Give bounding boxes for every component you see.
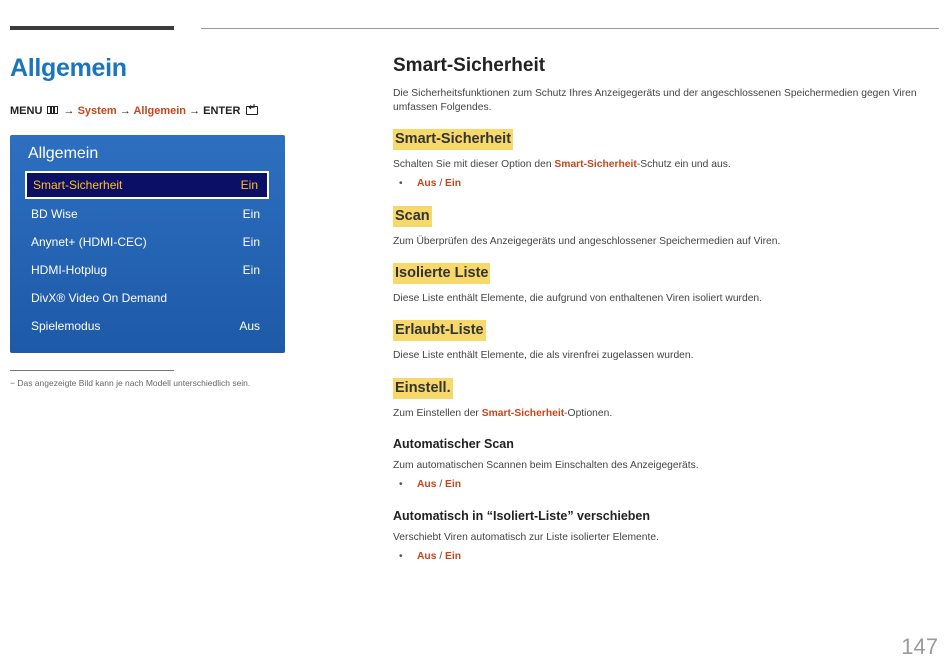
bullet-icon: • xyxy=(399,479,403,490)
menu-label: MENU xyxy=(10,105,43,117)
arrow-icon: → xyxy=(63,105,75,117)
page-number: 147 xyxy=(901,634,938,656)
footnote: − Das angezeigte Bild kann je nach Modell unterschiedlich sein. xyxy=(10,378,251,388)
menu-item-value: Ein xyxy=(242,235,260,249)
heading-einstell: Einstell. xyxy=(393,378,453,399)
menu-item-value: Ein xyxy=(242,207,260,221)
header-rule-thick xyxy=(10,26,174,30)
smart-description: Schalten Sie mit dieser Option den Smart-Sicherheit-Schutz ein und aus. xyxy=(393,159,731,170)
section-title: Smart-Sicherheit xyxy=(393,55,546,76)
enter-icon xyxy=(246,106,258,115)
auto-move-description: Verschiebt Viren automatisch zur Liste isolierter Elemente. xyxy=(393,532,659,543)
settings-description: Zum Einstellen der Smart-Sicherheit-Optionen. xyxy=(393,408,613,419)
page-title: Allgemein xyxy=(10,54,127,82)
menu-item-label: DivX® Video On Demand xyxy=(31,291,168,305)
panel-title: Allgemein xyxy=(28,145,99,162)
menu-item-label: HDMI-Hotplug xyxy=(31,263,108,277)
menu-item-label: Anynet+ (HDMI-CEC) xyxy=(31,235,147,249)
menu-item-smart-sicherheit[interactable] xyxy=(25,171,269,199)
header-rule-thin xyxy=(201,28,939,29)
menu-item-anynet[interactable] xyxy=(25,228,269,256)
breadcrumb xyxy=(10,105,258,117)
menu-item-label: BD Wise xyxy=(31,207,78,221)
smart-options: • Aus / Ein xyxy=(399,178,462,189)
menu-item-label: Spielemodus xyxy=(31,319,101,333)
arrow-icon: → xyxy=(119,105,131,117)
menu-item-value: Ein xyxy=(242,263,260,277)
menu-icon xyxy=(47,106,58,114)
footnote-rule xyxy=(10,370,174,371)
menu-item-hdmi-hotplug[interactable] xyxy=(25,256,269,284)
bullet-icon: • xyxy=(399,551,403,562)
menu-item-divx-vod[interactable] xyxy=(25,284,269,312)
allowed-description: Diese Liste enthält Elemente, die als virenfrei zugelassen wurden. xyxy=(393,350,694,361)
subheading-auto-scan: Automatischer Scan xyxy=(393,437,514,451)
isolated-description: Diese Liste enthält Elemente, die aufgrund von enthaltenen Viren isoliert wurden. xyxy=(393,293,763,304)
osd-menu-panel xyxy=(10,135,285,353)
bullet-icon: • xyxy=(399,178,403,189)
subheading-auto-move: Automatisch in “Isoliert-Liste” verschieben xyxy=(393,509,651,523)
breadcrumb-allgemein: Allgemein xyxy=(133,105,187,117)
intro-text: Die Sicherheitsfunktionen zum Schutz Ihres Anzeigegeräts und der angeschlossenen Speichermedien gegen Viren umfassen Folgendes. xyxy=(393,88,917,113)
heading-smart-sicherheit: Smart-Sicherheit xyxy=(393,129,513,150)
menu-item-value: Aus xyxy=(239,319,260,333)
menu-item-bd-wise[interactable] xyxy=(25,200,269,228)
auto-scan-description: Zum automatischen Scannen beim Einschalten des Anzeigegeräts. xyxy=(393,460,699,471)
arrow-icon: → xyxy=(189,105,201,117)
enter-label: ENTER xyxy=(203,105,241,117)
menu-item-label: Smart-Sicherheit xyxy=(33,178,123,192)
breadcrumb-system: System xyxy=(77,105,117,117)
heading-erlaubt-liste: Erlaubt-Liste xyxy=(393,320,486,341)
menu-item-spielemodus[interactable] xyxy=(25,312,269,340)
heading-scan: Scan xyxy=(393,206,432,227)
auto-scan-options: • Aus / Ein xyxy=(399,479,462,490)
scan-description: Zum Überprüfen des Anzeigegeräts und angeschlossener Speichermedien auf Viren. xyxy=(393,236,781,247)
heading-isolierte-liste: Isolierte Liste xyxy=(393,263,490,284)
auto-move-options: • Aus / Ein xyxy=(399,551,462,562)
menu-item-value: Ein xyxy=(240,178,258,192)
